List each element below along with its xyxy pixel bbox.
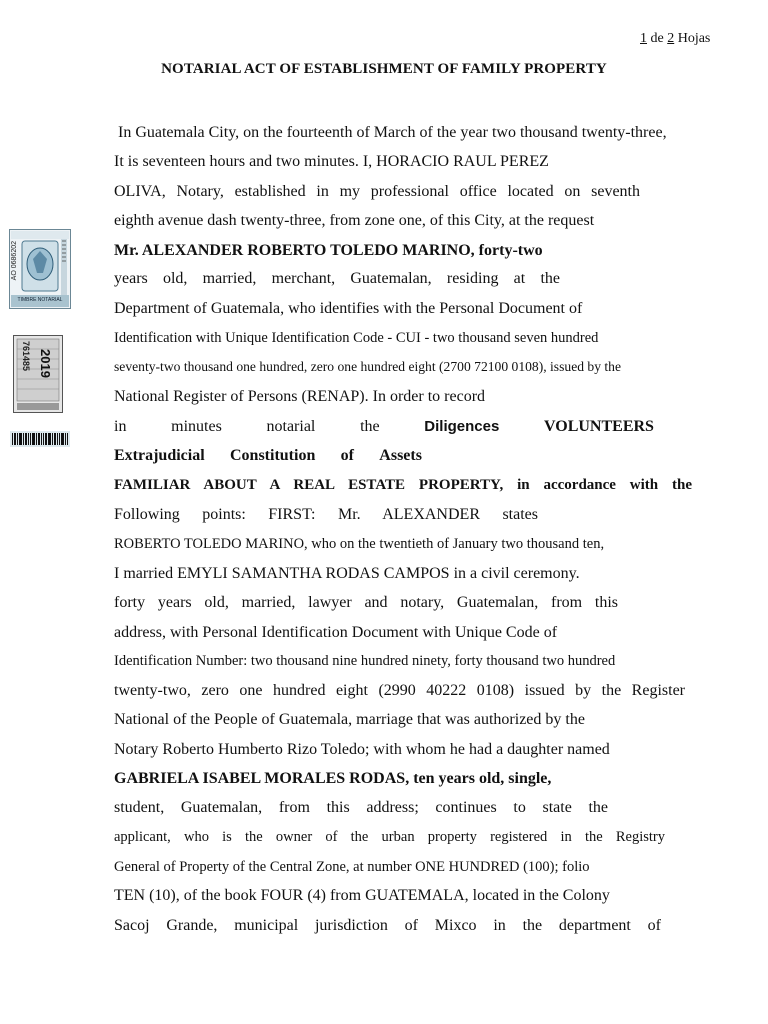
barcode-icon <box>10 431 70 447</box>
body-line: Identification with Unique Identification Code - CUI - two thousand seven hundred <box>114 330 599 346</box>
stamp-serial: 761485 <box>21 341 31 372</box>
word: in <box>114 418 127 435</box>
body-line: seventy-two thousand one hundred, zero one hundred eight (2700 72100 0108), issued by the <box>114 359 622 374</box>
body-line: student, Guatemalan, from this address; continues to state the <box>114 799 608 816</box>
body-line: I married EMYLI SAMANTHA RODAS CAMPOS in a civil ceremony. <box>114 565 580 582</box>
body-line: It is seventeen hours and two minutes. I, HORACIO RAUL PEREZ <box>114 153 549 170</box>
word: Diligences <box>424 418 500 435</box>
body-line: GABRIELA ISABEL MORALES RODAS, ten years old, single, <box>114 770 552 787</box>
word: minutes <box>171 418 222 435</box>
body-line: years old, married, merchant, Guatemalan, residing at the <box>114 270 560 287</box>
stamp-caption: TIMBRE NOTARIAL <box>17 297 63 303</box>
word: notarial <box>266 418 316 435</box>
body-line-spaced <box>114 446 422 466</box>
body-line: General of Property of the Central Zone, at number ONE HUNDRED (100); folio <box>114 859 590 875</box>
body-line: In Guatemala City, on the fourteenth of March of the year two thousand twenty-three, <box>118 124 667 141</box>
word: the <box>360 418 380 435</box>
word: VOLUNTEERS <box>544 418 654 435</box>
page-number <box>640 31 710 47</box>
word: Extrajudicial <box>114 447 205 464</box>
body-line: National of the People of Guatemala, marriage that was authorized by the <box>114 711 585 728</box>
body-line-spaced <box>114 417 654 437</box>
body-line: Sacoj Grande, municipal jurisdiction of Mixco in the department of <box>114 917 661 934</box>
body-line: twenty-two, zero one hundred eight (2990 40222 0108) issued by the Register <box>114 682 685 699</box>
body-line: FAMILIAR ABOUT A REAL ESTATE PROPERTY, in accordance with the <box>114 477 692 493</box>
body-line: OLIVA, Notary, established in my professional office located on seventh <box>114 183 640 200</box>
body-line: National Register of Persons (RENAP). In order to record <box>114 388 486 405</box>
word: of <box>340 447 354 464</box>
body-line: ROBERTO TOLEDO MARINO, who on the twentieth of January two thousand ten, <box>114 536 605 552</box>
body-line: address, with Personal Identification Document with Unique Code of <box>114 624 558 641</box>
stamp-year: 2019 <box>38 349 53 378</box>
word: Constitution <box>229 447 316 464</box>
body-line: forty years old, married, lawyer and notary, Guatemalan, from this <box>114 594 618 611</box>
page-current: 1 <box>640 31 647 46</box>
word: Assets <box>379 447 422 464</box>
page-suffix: Hojas <box>674 31 711 46</box>
body-line: TEN (10), of the book FOUR (4) from GUATEMALA, located in the Colony <box>114 887 610 904</box>
page-total: 2 <box>667 31 675 46</box>
body-line: Identification Number: two thousand nine hundred ninety, forty thousand two hundred <box>114 653 616 669</box>
document-title: NOTARIAL ACT OF ESTABLISHMENT OF FAMILY PROPERTY <box>161 61 607 77</box>
fiscal-stamp <box>13 335 63 413</box>
barcode <box>10 431 70 447</box>
page-separator: de <box>647 31 668 46</box>
body-line: applicant, who is the owner of the urban property registered in the Registry <box>114 829 665 845</box>
body-line: Mr. ALEXANDER ROBERTO TOLEDO MARINO, forty-two <box>114 242 543 259</box>
stamp-serial: AO 0686202 <box>11 241 18 281</box>
body-line: eighth avenue dash twenty-three, from zone one, of this City, at the request <box>114 212 595 229</box>
body-line: Notary Roberto Humberto Rizo Toledo; with whom he had a daughter named <box>114 741 610 758</box>
notarial-stamp <box>9 229 71 309</box>
body-line: Department of Guatemala, who identifies with the Personal Document of <box>114 300 583 317</box>
body-line: Following points: FIRST: Mr. ALEXANDER states <box>114 506 538 523</box>
